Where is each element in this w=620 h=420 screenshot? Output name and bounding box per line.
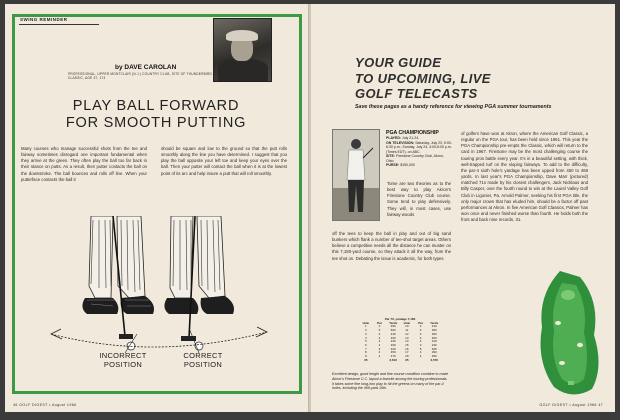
magazine-spread: [5, 4, 615, 412]
correct-stance-drawing: [164, 216, 234, 353]
section-tag: SWING REMINDER: [20, 17, 68, 22]
table-cell: 390: [431, 350, 437, 355]
table-cell: 5: [378, 328, 381, 333]
table-cell: 3: [378, 346, 381, 351]
title-line-2: FOR SMOOTH PUTTING: [65, 115, 247, 131]
table-cell: 4: [419, 354, 422, 359]
table-cell: 3: [419, 342, 422, 347]
table-cell: 460: [390, 335, 396, 340]
table-cell: 4: [378, 354, 381, 359]
table-cell: 12: [405, 331, 409, 336]
table-total-cell: 3,570: [430, 357, 438, 362]
correct-caption: [173, 351, 233, 369]
table-cell: 470: [390, 354, 396, 359]
table-cell: 11: [405, 328, 409, 333]
subheadline: Save these pages as a handy reference for viewing PGA summer tournaments: [355, 104, 552, 110]
table-cell: 9: [365, 354, 367, 359]
hole-diagram: [532, 271, 602, 399]
pga-title: PGA CHAMPIONSHIP: [386, 130, 439, 136]
table-total-cell: [414, 359, 428, 363]
table-cell: 625: [431, 346, 437, 351]
table-total-cell: [373, 359, 387, 363]
table-cell: 4: [419, 350, 422, 355]
table-cell: 4: [378, 335, 381, 340]
site-value: Firestone Country Club, Akron, Ohio.: [386, 154, 444, 163]
headline-line-1: YOUR GUIDE: [355, 55, 442, 70]
table-cell: 3: [419, 331, 422, 336]
incorrect-caption: [93, 351, 153, 369]
table-cell: 230: [431, 342, 437, 347]
table-header-cell: Yards: [430, 320, 439, 325]
right-page: [311, 4, 615, 412]
table-cell: 410: [431, 339, 437, 344]
table-totals-row: [359, 359, 441, 363]
correct-caption-line-2: POSITION: [183, 360, 223, 369]
table-cell: 469: [390, 342, 396, 347]
table-cell: 230: [390, 339, 396, 344]
table-cell: 4: [419, 324, 422, 329]
left-page: [5, 4, 309, 412]
table-cell: 390: [390, 324, 396, 329]
body-column-2: should be square and low to the ground so that the putt rolls smoothly along the line you have determined. I suggest that you play the ball opposite your left toe and keep your eyes over the ball. Then your putter will contact the ball when it is at the lowest point of its arc and help insure a putt that will roll smoothly.: [161, 146, 287, 176]
table-cell: 220: [390, 346, 396, 351]
course-caption: Excellent design, good length and fine course condition combine to make Akron's Firestone C.C. layout a favorite among the touring professionals. It takes some fine long-iron play to hit the greens on many of the par-4 holes, including the 469-yard 16th.: [332, 372, 449, 391]
table-cell: 4: [419, 328, 422, 333]
tag-rule: [19, 24, 99, 25]
table-cell: 10: [405, 324, 409, 329]
incorrect-caption-line-1: INCORRECT: [99, 351, 147, 360]
author-bio: PROFESSIONAL, UPPER MONTCLAIR (N.J.) COUNTRY CLUB, SITE OF THUNDERBIRD CLASSIC, AGE 37, 174: [68, 72, 212, 81]
table-cell: 7: [365, 346, 367, 351]
golfer-photo: [332, 129, 380, 221]
table-cell: 4: [365, 335, 367, 340]
table-header-cell: Par: [377, 320, 382, 325]
table-total-cell: 35: [364, 357, 368, 362]
purse-line: [386, 163, 452, 168]
table-header-cell: Par: [418, 320, 423, 325]
tv-label: ON TELEVISION:: [386, 140, 415, 145]
table-cell: 3: [365, 331, 367, 336]
table-cell: 4: [378, 331, 381, 336]
correct-caption-line-1: CORRECT: [183, 351, 223, 360]
author-photo: [213, 18, 272, 82]
table-cell: 16: [405, 346, 409, 351]
table-header-cell: Yards: [389, 320, 398, 325]
author-hat: [226, 30, 258, 41]
table-cell: 4: [378, 342, 381, 347]
table-cell: 4: [378, 350, 381, 355]
table-header-cell: Hole: [362, 320, 370, 325]
body-column-1: Many courses who manage successful shots from the tee and fairway sometimes disregard one important fundamental when they arrive at the green. They often play the ball too far back in their stance on putts. As a result, their putter contacts the ball on the downstroke. The ball bounces and rolls off line. When your putterface contacts the ball it: [21, 146, 147, 182]
purse-label: PURSE:: [386, 163, 400, 167]
table-cell: 4: [419, 339, 422, 344]
site-label: SITE:: [386, 154, 395, 158]
table-cell: 18: [405, 354, 409, 359]
table-total-cell: 3,610: [389, 357, 397, 362]
table-cell: 2: [365, 328, 367, 333]
table-total-cell: 35: [405, 357, 409, 362]
played-label: PLAYED:: [386, 136, 402, 140]
table-cell: 450: [390, 350, 396, 355]
table-title: Par 70, yardage 7,180: [384, 317, 416, 321]
scorecard-table: [359, 318, 441, 362]
headline: [355, 55, 605, 102]
table-cell: 6: [365, 342, 367, 347]
article-title: [25, 98, 287, 132]
right-column-a: Tome are two theories as to the best way to play Akron's Firestone Country Club course. Some tend to play defensively. They will, in most cases, use fairway woods: [387, 181, 451, 217]
right-folio: GOLF DIGEST • August 1966 47: [539, 403, 603, 407]
table-cell: 8: [365, 350, 367, 355]
table-cell: 500: [390, 328, 396, 333]
putting-illustration: [21, 216, 289, 386]
pga-info-box: [386, 130, 452, 168]
table-cell: 440: [390, 331, 396, 336]
author-coat: [218, 59, 268, 81]
table-cell: 1: [365, 324, 367, 329]
table-header-cell: Hole: [403, 320, 411, 325]
incorrect-caption-line-2: POSITION: [103, 360, 143, 369]
headline-line-2: TO UPCOMING, LIVE: [355, 70, 491, 86]
purse-value: $150,000: [400, 163, 415, 167]
table-cell: 360: [431, 328, 437, 333]
left-folio: 46 GOLF DIGEST • August 1966: [13, 403, 77, 407]
incorrect-stance-drawing: [82, 216, 154, 353]
table-cell: 15: [405, 342, 409, 347]
title-line-1: PLAY BALL FORWARD: [72, 98, 240, 114]
table-cell: 4: [419, 335, 422, 340]
right-column-c: of golfers have won at Akron, where the American Golf Classic, a regular on the PGA tour, has been held since 1961. This year the PGA Championship pre-empts the Classic, which will return to the card in 1967. Firestone may be the most challenging course the touring pros battle every year. It's in a beautiful setting, with thick, well-trapped turf on the sloping fairways. To add to the difficulty, the par-4 sixth hole's yardage has been upped from 450 to 469 yards. In last year's PGA Championship, Dave Marr (pictured) matched 71s made by his closest challengers, Jack Nicklaus and Billy Casper, over the fourth round to win at the Laurel Valley Golf Club in Ligonier, Pa. Arnold Palmer, seeking his first PGA title, the only major crown that has eluded him, should be a factor off past performances at Akron. In five American Golf Classics, Palmer has won once and never finished worse than fourth. He holds both the front and back nine records, 31.: [461, 131, 588, 223]
table-cell: 3: [378, 339, 381, 344]
table-cell: 450: [431, 354, 437, 359]
table-cell: 13: [405, 335, 409, 340]
table-cell: 17: [405, 350, 409, 355]
right-column-b: off the tees to keep the ball in play and out of big sand bunkers which flank a number of tee-shot target areas. Others believe a competitive needs all the distance he can muster on this 7,180-yard course, so they attack it all the way, from the tee shot on. Debating the issue is academic, for both types: [332, 231, 451, 261]
tv-value: Saturday, July 23, 5:00-6:30 p.m.; Sunday, July 24, 4:00-6:00 p.m. (Times EDT), on ABC.: [386, 140, 452, 154]
table-body: [359, 325, 441, 358]
table-cell: 410: [431, 324, 437, 329]
played-value: July 21-24.: [402, 136, 420, 140]
site-line: [386, 154, 452, 163]
tv-line: [386, 141, 452, 155]
table-cell: 5: [365, 339, 367, 344]
byline: by DAVE CAROLAN: [115, 64, 177, 71]
table-cell: 5: [419, 346, 422, 351]
table-cell: 4: [378, 324, 381, 329]
table-cell: 14: [405, 339, 409, 344]
table-cell: 460: [431, 335, 437, 340]
headline-line-3: GOLF TELECASTS: [355, 86, 478, 101]
table-cell: 180: [431, 331, 437, 336]
